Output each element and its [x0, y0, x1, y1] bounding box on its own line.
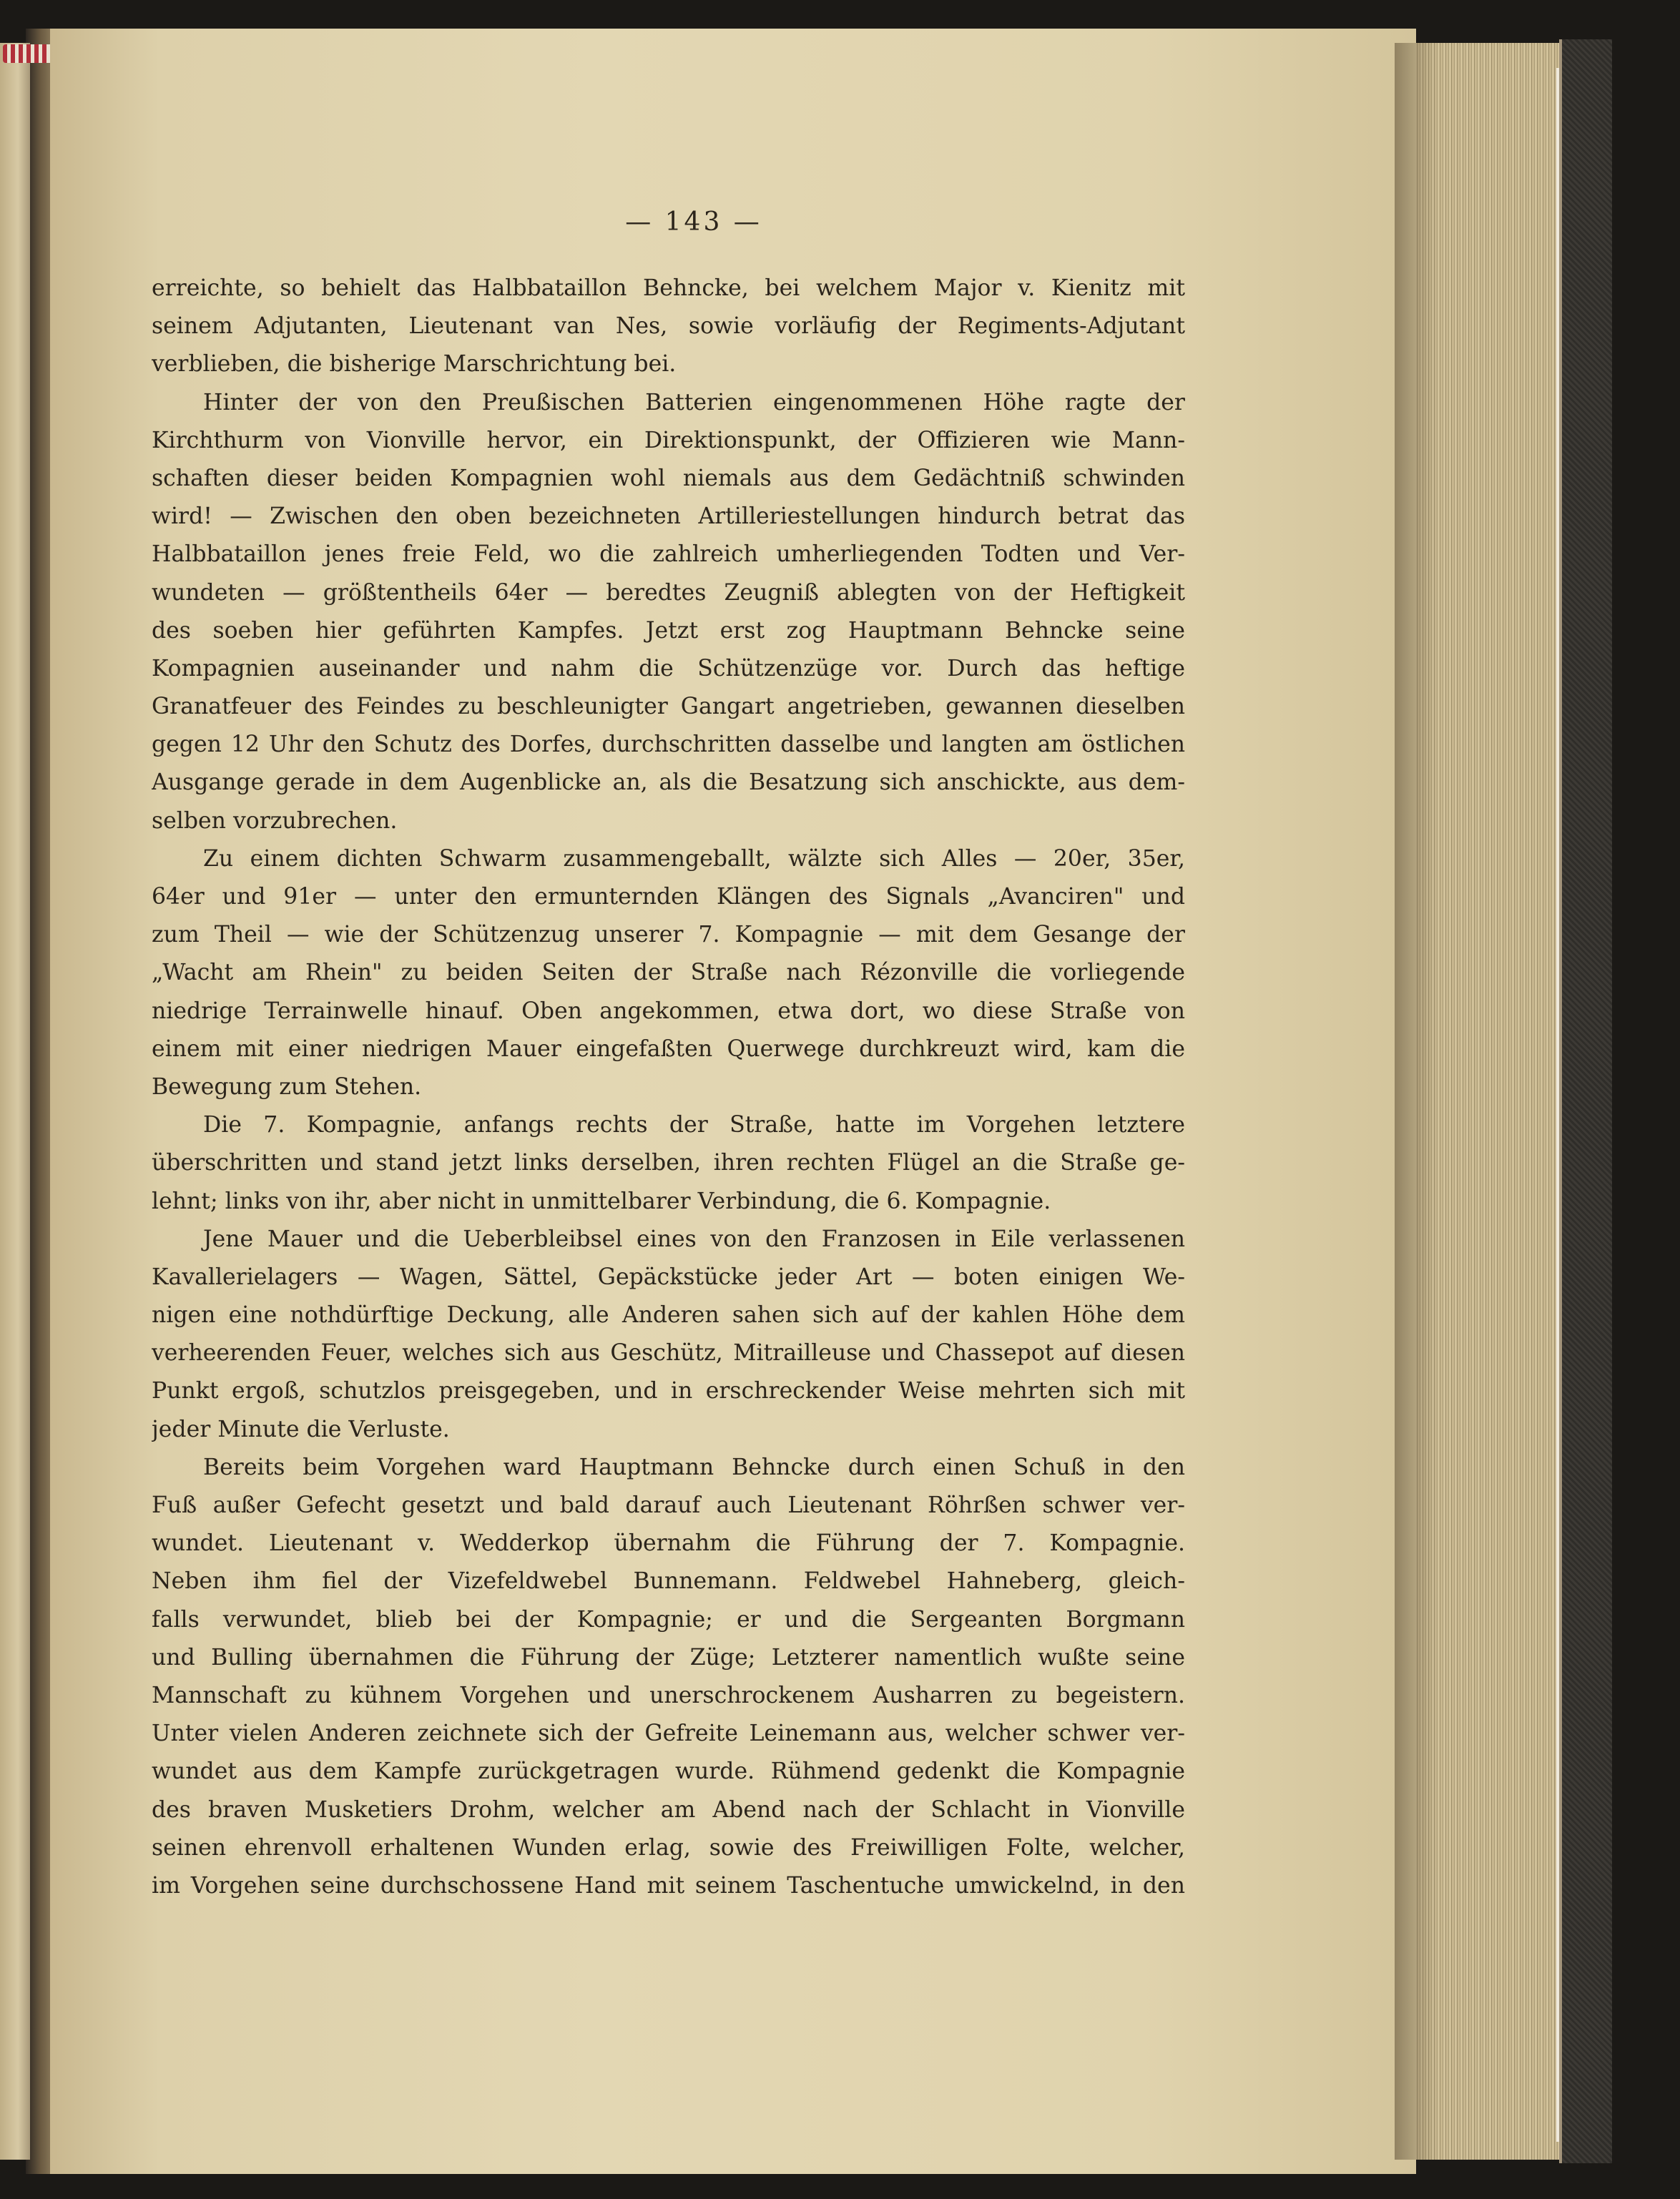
body-text	[152, 270, 1185, 1905]
headband	[3, 44, 53, 63]
gutter-shade	[1395, 43, 1438, 2160]
text-line: Zu einem dichten Schwarm zusammengeballt, wälzte sich Alles — 20er, 35er,	[203, 845, 1185, 872]
text-line: seinem Adjutanten, Lieutenant van Nes, sowie vorläufig der Regiments-Adjutant	[152, 313, 1185, 340]
text-line: verblieben, die bisherige Marschrichtung bei.	[152, 351, 677, 378]
text-line: Mannschaft zu kühnem Vorgehen und unerschrockenem Ausharren zu begeistern.	[152, 1682, 1185, 1708]
text-line: Granatfeuer des Feindes zu beschleunigter Gangart angetrieben, gewannen dieselben	[152, 694, 1185, 720]
text-line: Bereits beim Vorgehen ward Hauptmann Behncke durch einen Schuß in den	[203, 1454, 1185, 1480]
text-line: Kirchthurm von Vionville hervor, ein Direktionspunkt, der Offizieren wie Mann-	[152, 427, 1185, 453]
text-line: und Bulling übernahmen die Führung der Züge; Letzterer namentlich wußte seine	[152, 1644, 1185, 1671]
text-line: niedrige Terrainwelle hinauf. Oben angekommen, etwa dort, wo diese Straße von	[152, 998, 1185, 1024]
text-line: seinen ehrenvoll erhaltenen Wunden erlag, sowie des Freiwilligen Folte, welcher,	[152, 1834, 1185, 1861]
opposite-page-edge	[0, 43, 30, 2160]
text-line: Ausgange gerade in dem Augenblicke an, als die Besatzung sich anschickte, aus dem-	[152, 769, 1185, 796]
text-line: nigen eine nothdürftige Deckung, alle Anderen sahen sich auf der kahlen Höhe dem	[152, 1302, 1185, 1329]
text-line: wird! — Zwischen den oben bezeichneten Artilleriestellungen hindurch betrat das	[152, 503, 1185, 530]
text-line: lehnt; links von ihr, aber nicht in unmittelbarer Verbindung, die 6. Kompagnie.	[152, 1188, 1051, 1214]
text-line: des soeben hier geführten Kampfes. Jetzt erst zog Hauptmann Behncke seine	[152, 617, 1185, 644]
text-line: erreichte, so behielt das Halbbataillon Behncke, bei welchem Major v. Kienitz mit	[152, 275, 1185, 301]
text-line: Halbbataillon jenes freie Feld, wo die zahlreich umherliegenden Todten und Ver-	[152, 541, 1185, 568]
text-line: wundet aus dem Kampfe zurückgetragen wurde. Rühmend gedenkt die Kompagnie	[152, 1758, 1185, 1785]
text-line: jeder Minute die Verluste.	[152, 1416, 450, 1442]
text-line: falls verwundet, blieb bei der Kompagnie; er und die Sergeanten Borgmann	[152, 1606, 1185, 1633]
book-cover	[1559, 39, 1612, 2163]
text-line: Bewegung zum Stehen.	[152, 1073, 422, 1100]
text-line: 64er und 91er — unter den ermunternden Klängen des Signals „Avanciren" und	[152, 884, 1185, 910]
text-line: im Vorgehen seine durchschossene Hand mit seinem Taschentuche umwickelnd, in den	[152, 1872, 1185, 1899]
text-line: Kompagnien auseinander und nahm die Schützenzüge vor. Durch das heftige	[152, 655, 1185, 682]
text-line: Die 7. Kompagnie, anfangs rechts der Straße, hatte im Vorgehen letztere	[203, 1112, 1185, 1138]
text-line: wundet. Lieutenant v. Wedderkop übernahm die Führung der 7. Kompagnie.	[152, 1530, 1185, 1557]
text-line: schaften dieser beiden Kompagnien wohl niemals aus dem Gedächtniß schwinden	[152, 465, 1185, 491]
text-line: zum Theil — wie der Schützenzug unserer 7. Kompagnie — mit dem Gesange der	[152, 922, 1185, 948]
text-line: Punkt ergoß, schutzlos preisgegeben, und in erschreckender Weise mehrten sich mit	[152, 1378, 1185, 1404]
text-line: Unter vielen Anderen zeichnete sich der Gefreite Leinemann aus, welcher schwer ver-	[152, 1721, 1185, 1747]
text-line: Fuß außer Gefecht gesetzt und bald darauf auch Lieutenant Röhrßen schwer ver-	[152, 1492, 1185, 1518]
text-line: Neben ihm fiel der Vizefeldwebel Bunnemann. Feldwebel Hahneberg, gleich-	[152, 1568, 1185, 1595]
text-line: Hinter der von den Preußischen Batterien eingenommenen Höhe ragte der	[203, 389, 1185, 415]
text-line: überschritten und stand jetzt links derselben, ihren rechten Flügel an die Straße ge-	[152, 1150, 1185, 1176]
text-line: wundeten — größtentheils 64er — beredtes Zeugniß ablegten von der Heftigkeit	[152, 579, 1185, 606]
text-line: „Wacht am Rhein" zu beiden Seiten der Straße nach Rézonville die vorliegende	[152, 960, 1185, 986]
text-line: einem mit einer niedrigen Mauer eingefaßten Querwege durchkreuzt wird, kam die	[152, 1035, 1185, 1062]
text-line: verheerenden Feuer, welches sich aus Geschütz, Mitrailleuse und Chassepot auf diesen	[152, 1340, 1185, 1367]
text-line: Jene Mauer und die Ueberbleibsel eines von den Franzosen in Eile verlassenen	[203, 1226, 1185, 1252]
text-line: gegen 12 Uhr den Schutz des Dorfes, durchschritten dasselbe und langten am östlichen	[152, 732, 1185, 758]
text-line: Kavallerielagers — Wagen, Sättel, Gepäckstücke jeder Art — boten einigen We-	[152, 1264, 1185, 1290]
text-line: selben vorzubrechen.	[152, 807, 398, 834]
page-number: — 143 —	[625, 207, 762, 237]
text-line: des braven Musketiers Drohm, welcher am Abend nach der Schlacht in Vionville	[152, 1796, 1185, 1823]
